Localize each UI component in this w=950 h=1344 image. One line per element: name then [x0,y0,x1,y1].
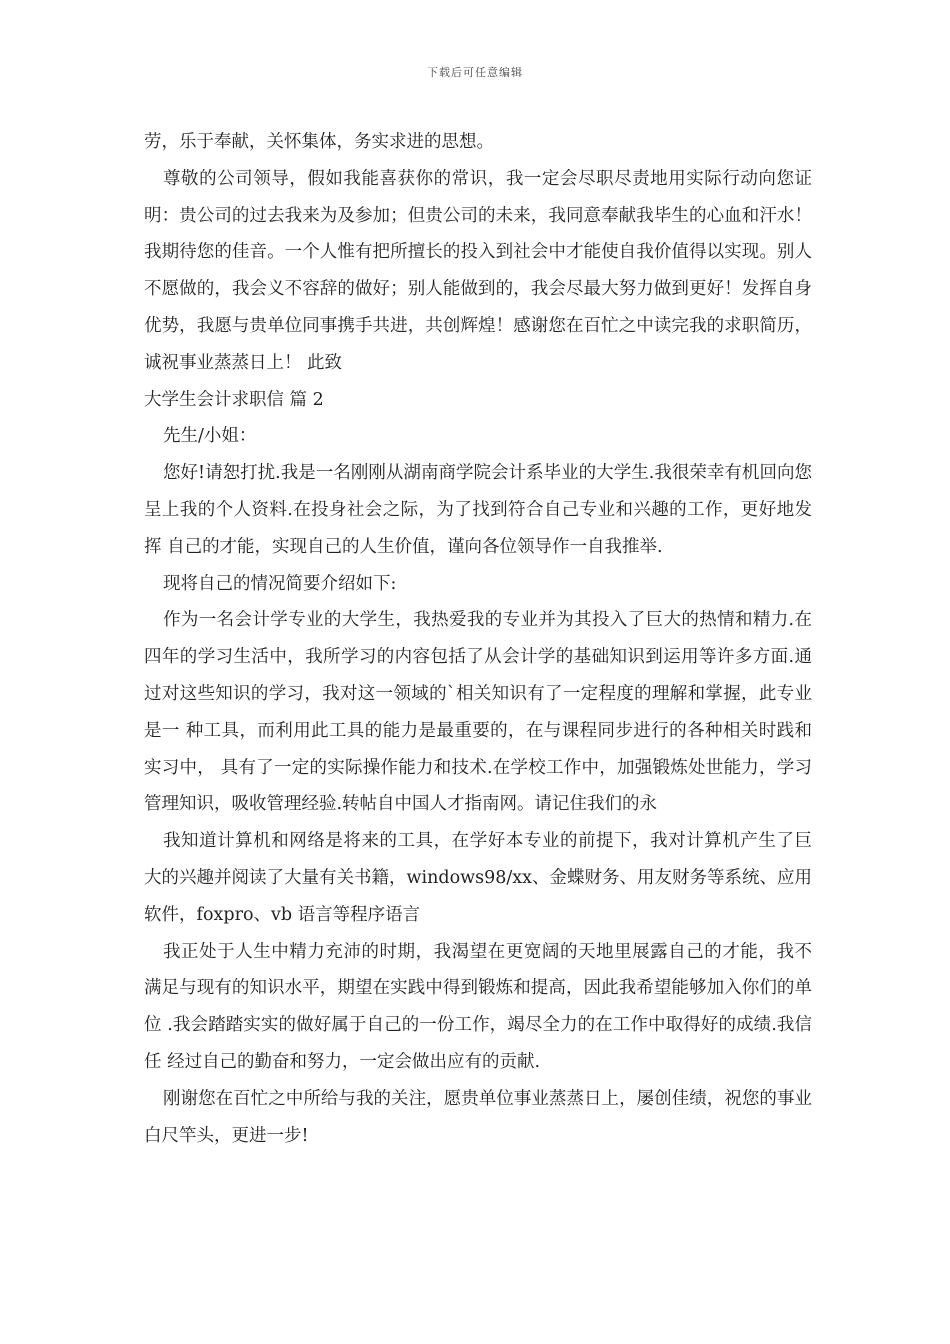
paragraph-computer: 我知道计算机和网络是将来的工具，在学好本专业的前提下，我对计算机产生了巨 大的兴趣并阅读了大量有关书籍，windows98/xx、金蝶财务、用友财务等系统、应用 软件，foxpro、vb 语言等程序语言 [144,831,812,925]
paragraph-ambition: 我正处于人生中精力充沛的时期，我渴望在更宽阔的天地里展露自己的才能，我不 满足与现有的知识水平，期望在实践中得到锻炼和提高，因此我希望能够加入你们的单位 .我会踏踏实实的做好属于自己的一份工作，竭尽全力的在工作中取得好的成绩.我信任 经过自己的勤奋和努力，一定会做出应有的贡献. [144,941,812,1072]
page-header: 下载后可任意编辑 [427,66,523,79]
section-title: 大学生会计求职信 篇 2 [144,389,324,410]
paragraph-2: 尊敬的公司领导，假如我能喜获你的常识，我一定会尽职尽责地用实际行动向您证明：贵公司的过去我来为及参加；但贵公司的未来，我同意奉献我毕生的心血和汗水！我期待您的佳音。一个人惟有把所擅长的投入到社会中才能使自我价值得以实现。别人不愿做的，我会义不容辞的做好；别人能做到的，我会尽最大努力做到更好！发挥自身优势，我愿与贵单位同事携手共进，共创辉煌！感谢您在百忙之中读完我的求职简历，诚祝事业蒸蒸日上！ 此致 [144,168,812,373]
paragraph-greeting: 您好!请恕打扰.我是一名刚刚从湖南商学院会计系毕业的大学生.我很荣幸有机回向您 呈上我的个人资料.在投身社会之际，为了找到符合自己专业和兴趣的工作，更好地发挥 自己的才能，实现自己的人生价值，谨向各位领导作一自我推举. [144,463,812,557]
paragraph-1: 劳，乐于奉献，关怀集体，务实求进的思想。 [144,132,494,152]
paragraph-study: 作为一名会计学专业的大学生，我热爱我的专业并为其投入了巨大的热情和精力.在四年的学习生活中，我所学习的内容包括了从会计学的基础知识到运用等许多方面.通 过对这些知识的学习，我对这一领域的`相关知识有了一定程度的理解和掌握，此专业是一 种工具，而利用此工具的能力是最重要的，在与课程同步进行的各种相关时践和实习中， 具有了一定的实际操作能力和技术.在学校工作中，加强锻炼处世能力，学习管理知识，吸收管理经验.转帖自中国人才指南网。请记住我们的永 [144,610,812,815]
salutation: 先生/小姐： [163,426,257,447]
paragraph-closing: 刚谢您在百忙之中所给与我的关注，愿贵单位事业蒸蒸日上，屡创佳绩，祝您的事业 白尺竿头，更进一步! [144,1088,812,1146]
document-body [144,124,812,1154]
paragraph-intro: 现将自己的情况简要介绍如下: [163,573,397,594]
